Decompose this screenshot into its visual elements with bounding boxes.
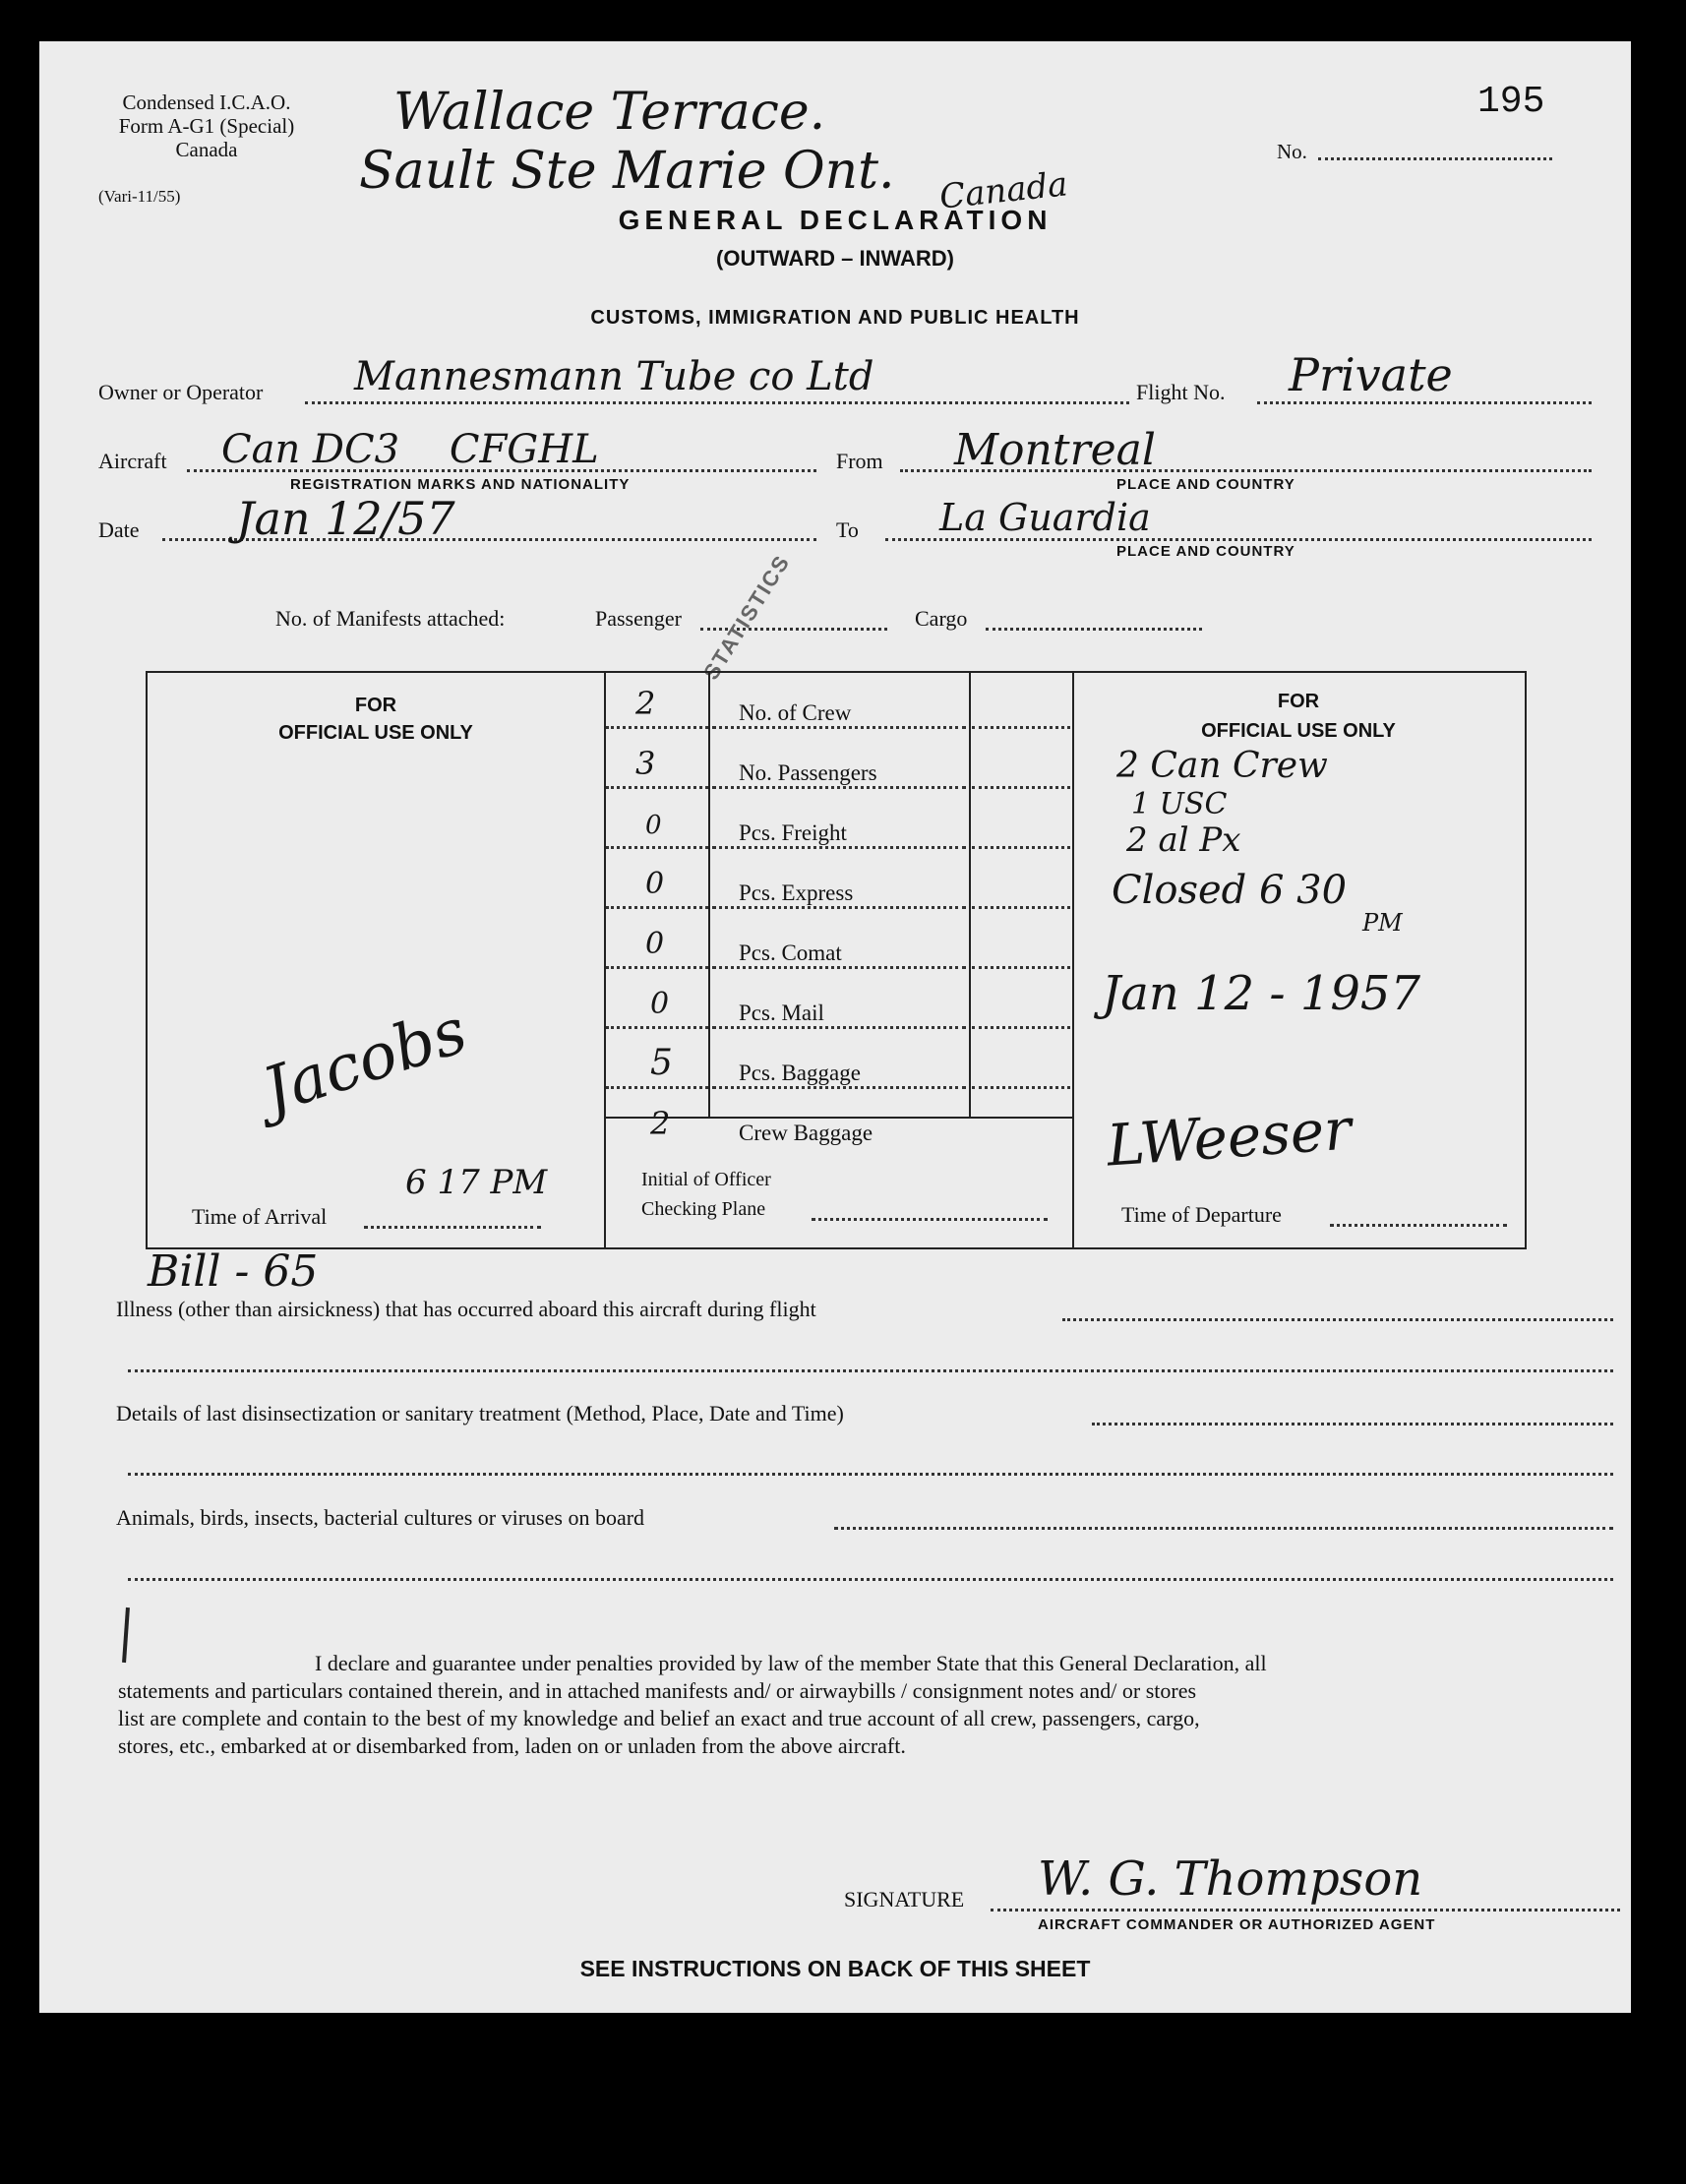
declaration-sheet bbox=[39, 41, 1631, 2013]
animals-label: Animals, birds, insects, bacterial cultures or viruses on board bbox=[116, 1505, 645, 1530]
freight-label: Pcs. Freight bbox=[739, 820, 847, 845]
table-row bbox=[606, 861, 1073, 921]
row-dots bbox=[972, 846, 1070, 849]
from-label: From bbox=[836, 449, 883, 473]
mail-value: 0 bbox=[650, 987, 670, 1021]
baggage-value: 5 bbox=[650, 1043, 673, 1083]
table-row bbox=[606, 801, 1073, 861]
departure-line bbox=[1330, 1224, 1507, 1227]
departure-label: Time of Departure bbox=[1121, 1202, 1282, 1227]
row-dots bbox=[606, 846, 708, 849]
page-title: GENERAL DECLARATION bbox=[618, 205, 1053, 235]
margin-mark bbox=[122, 1608, 130, 1663]
form-code: (Vari-11/55) bbox=[98, 187, 181, 206]
declaration-line-4: stores, etc., embarked at or disembarked from, laden on or unladen from the above aircraft. bbox=[118, 1733, 906, 1758]
crew-count-value: 2 bbox=[635, 685, 656, 722]
row-dots bbox=[712, 906, 966, 909]
animals-line-2 bbox=[128, 1578, 1613, 1581]
row-dots bbox=[972, 1086, 1070, 1089]
crew-baggage-label: Crew Baggage bbox=[739, 1121, 873, 1145]
row-dots bbox=[606, 1026, 708, 1029]
row-dots bbox=[712, 846, 966, 849]
row-dots bbox=[606, 786, 708, 789]
row-dots bbox=[972, 726, 1070, 729]
date-label: Date bbox=[98, 517, 140, 542]
arrival-label: Time of Arrival bbox=[192, 1204, 328, 1229]
animals-line-1 bbox=[834, 1527, 1613, 1530]
table-row bbox=[606, 741, 1073, 801]
footer-instructions: SEE INSTRUCTIONS ON BACK OF THIS SHEET bbox=[579, 1956, 1091, 1981]
cargo-line bbox=[986, 628, 1202, 631]
aircraft-value: Can DC3 CFGHL bbox=[221, 427, 599, 472]
handwritten-address-line1: Wallace Terrace. bbox=[393, 83, 826, 142]
right-note-usc: 1 USC bbox=[1131, 787, 1228, 821]
right-official-heading-2: OFFICIAL USE ONLY bbox=[1201, 720, 1396, 742]
row-dots bbox=[712, 726, 966, 729]
row-dots bbox=[972, 966, 1070, 969]
flight-value: Private bbox=[1289, 348, 1453, 401]
arrival-value: 6 17 PM bbox=[405, 1163, 548, 1202]
right-note-date: Jan 12 - 1957 bbox=[1102, 966, 1420, 1021]
flight-label: Flight No. bbox=[1136, 380, 1226, 404]
right-note-closed: Closed 6 30 bbox=[1112, 868, 1348, 913]
no-label: No. bbox=[1277, 140, 1307, 163]
cargo-label: Cargo bbox=[915, 606, 968, 631]
comat-value: 0 bbox=[645, 927, 665, 961]
form-identifier bbox=[108, 91, 305, 161]
row-dots bbox=[606, 906, 708, 909]
signature-caption: AIRCRAFT COMMANDER OR AUTHORIZED AGENT bbox=[1038, 1916, 1436, 1933]
mail-label: Pcs. Mail bbox=[739, 1001, 824, 1025]
left-officer-signature: Jacobs bbox=[254, 995, 476, 1128]
row-dots bbox=[972, 906, 1070, 909]
table-row bbox=[606, 1041, 1073, 1101]
signature-line bbox=[991, 1909, 1620, 1911]
table-row bbox=[606, 981, 1073, 1041]
crew-baggage-value: 2 bbox=[650, 1105, 671, 1142]
page-subheading: CUSTOMS, IMMIGRATION AND PUBLIC HEALTH bbox=[590, 307, 1080, 329]
table-row bbox=[606, 681, 1073, 741]
form-line-3: Canada bbox=[175, 138, 238, 161]
baggage-label: Pcs. Baggage bbox=[739, 1061, 861, 1085]
table-row bbox=[606, 921, 1073, 981]
row-dots bbox=[606, 1086, 708, 1089]
right-officer-signature: LWeeser bbox=[1104, 1095, 1354, 1180]
right-note-px: 2 al Px bbox=[1126, 820, 1241, 860]
right-official-heading-1: FOR bbox=[1277, 691, 1320, 712]
passenger-count-value: 3 bbox=[635, 745, 656, 782]
row-dots bbox=[712, 966, 966, 969]
officer-line bbox=[812, 1218, 1048, 1221]
signature-label: SIGNATURE bbox=[844, 1887, 965, 1911]
declaration-line-1: I declare and guarantee under penalties provided by law of the member State that this General Declaration, all bbox=[315, 1651, 1267, 1675]
row-dots bbox=[606, 726, 708, 729]
form-line-1: Condensed I.C.A.O. bbox=[122, 91, 291, 114]
illness-label: Illness (other than airsickness) that has occurred aboard this aircraft during flight bbox=[116, 1297, 816, 1321]
express-label: Pcs. Express bbox=[739, 880, 854, 905]
to-label: To bbox=[836, 517, 859, 542]
passenger-label: Passenger bbox=[595, 606, 682, 631]
officer-label-1: Initial of Officer bbox=[641, 1169, 771, 1190]
left-official-heading-2: OFFICIAL USE ONLY bbox=[278, 722, 473, 744]
flight-line bbox=[1257, 401, 1592, 404]
disinsect-line-2 bbox=[128, 1473, 1613, 1476]
disinsect-line-1 bbox=[1092, 1423, 1613, 1426]
bill-note: Bill - 65 bbox=[148, 1246, 319, 1297]
table-row bbox=[606, 1101, 1073, 1161]
to-value: La Guardia bbox=[939, 496, 1151, 539]
freight-value: 0 bbox=[645, 811, 662, 840]
row-dots bbox=[712, 1086, 966, 1089]
passenger-count-label: No. Passengers bbox=[739, 760, 877, 785]
row-dots bbox=[972, 786, 1070, 789]
officer-label-2: Checking Plane bbox=[641, 1198, 766, 1220]
page-subtitle: (OUTWARD – INWARD) bbox=[716, 246, 954, 271]
date-value: Jan 12/57 bbox=[236, 492, 455, 545]
declaration-line-2: statements and particulars contained therein, and in attached manifests and/ or airwaybills / consignment notes and/ or stores bbox=[118, 1678, 1197, 1703]
declaration-line-3: list are complete and contain to the best of my knowledge and belief an exact and true account of all crew, passengers, cargo, bbox=[118, 1706, 1200, 1730]
to-caption: PLACE AND COUNTRY bbox=[1116, 543, 1295, 560]
statistics-stamp: STATISTICS bbox=[698, 549, 796, 685]
cargo-rows bbox=[606, 681, 1073, 1161]
owner-label: Owner or Operator bbox=[98, 380, 264, 404]
from-value: Montreal bbox=[954, 425, 1156, 475]
right-note-pm: PM bbox=[1362, 909, 1403, 937]
no-dotted-line bbox=[1318, 157, 1552, 160]
right-note-crew: 2 Can Crew bbox=[1116, 746, 1328, 786]
manifests-label: No. of Manifests attached: bbox=[275, 606, 506, 631]
arrival-line bbox=[364, 1226, 541, 1229]
from-caption: PLACE AND COUNTRY bbox=[1116, 476, 1295, 493]
comat-label: Pcs. Comat bbox=[739, 940, 842, 965]
form-line-2: Form A-G1 (Special) bbox=[118, 114, 295, 138]
row-dots bbox=[712, 1026, 966, 1029]
illness-line-1 bbox=[1062, 1318, 1613, 1321]
illness-line-2 bbox=[128, 1369, 1613, 1372]
left-official-heading-1: FOR bbox=[354, 695, 397, 716]
aircraft-caption: REGISTRATION MARKS AND NATIONALITY bbox=[290, 476, 631, 493]
document-number: 195 bbox=[1477, 81, 1545, 123]
crew-count-label: No. of Crew bbox=[739, 700, 852, 725]
row-dots bbox=[972, 1026, 1070, 1029]
handwritten-address-line2: Sault Ste Marie Ont. bbox=[359, 142, 895, 201]
aircraft-label: Aircraft bbox=[98, 449, 167, 473]
commander-signature: W. G. Thompson bbox=[1038, 1851, 1423, 1907]
express-value: 0 bbox=[645, 867, 665, 901]
handwritten-address-line3: Canada bbox=[937, 164, 1070, 217]
owner-line bbox=[305, 401, 1129, 404]
row-dots bbox=[712, 786, 966, 789]
row-dots bbox=[606, 966, 708, 969]
owner-value: Mannesmann Tube co Ltd bbox=[354, 354, 874, 399]
disinsect-label: Details of last disinsectization or sanitary treatment (Method, Place, Date and Time) bbox=[116, 1401, 844, 1426]
